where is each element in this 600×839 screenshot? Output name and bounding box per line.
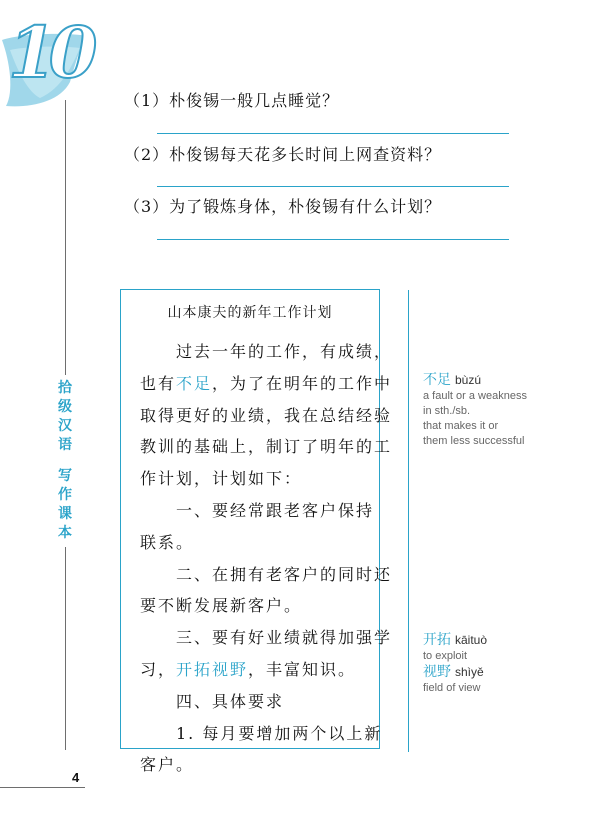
question-1: （1）朴俊锡一般几点睡觉？ bbox=[124, 91, 340, 110]
answer-line-1[interactable] bbox=[157, 133, 509, 134]
article-text: 客户。 bbox=[140, 755, 195, 775]
article-line bbox=[140, 371, 392, 394]
glossary-definition: to exploit bbox=[423, 650, 468, 662]
article-line bbox=[140, 466, 302, 489]
article-text: 一、要经常跟老客户保持 bbox=[140, 501, 375, 520]
side-title-char: 拾 bbox=[58, 380, 72, 396]
article-line bbox=[140, 657, 356, 680]
side-title-char: 级 bbox=[58, 399, 72, 415]
page-footer-rule bbox=[0, 787, 85, 788]
side-title-char: 课 bbox=[58, 506, 72, 522]
article-text: 二、在拥有老客户的同时还 bbox=[140, 564, 393, 584]
glossary-pinyin: bùzú bbox=[455, 373, 482, 387]
side-title-char: 语 bbox=[58, 437, 72, 453]
article-line bbox=[140, 434, 392, 457]
glossary-pinyin: kāituò bbox=[455, 633, 488, 647]
glossary-entry-shiye bbox=[423, 665, 484, 696]
article-text: 教训的基础上，制订了明年的工 bbox=[140, 437, 393, 457]
article-text: 要不断发展新客户。 bbox=[140, 596, 303, 616]
question-3: （3）为了锻炼身体，朴俊锡有什么计划？ bbox=[124, 197, 442, 216]
article-text: 1. 每月要增加两个以上新 bbox=[140, 723, 383, 743]
article-text: 作计划，计划如下： bbox=[140, 469, 303, 489]
article-line bbox=[140, 721, 382, 744]
article-text: 也有 bbox=[140, 373, 177, 393]
glossary-definition: in sth./sb. bbox=[423, 405, 471, 417]
glossary-term: 开拓 bbox=[423, 632, 451, 648]
article-line bbox=[140, 403, 392, 426]
article-line bbox=[140, 752, 194, 775]
page-number: 4 bbox=[72, 770, 80, 785]
article-text: 习， bbox=[140, 660, 177, 679]
glossary-definition: a fault or a weakness bbox=[423, 390, 527, 402]
article-line bbox=[140, 625, 392, 648]
article-text: 取得更好的业绩，我在总结经验 bbox=[140, 405, 393, 425]
glossary-definition: field of view bbox=[423, 682, 481, 694]
article-line bbox=[140, 530, 194, 553]
glossary-divider bbox=[408, 290, 409, 752]
article-text: 四、具体要求 bbox=[140, 691, 285, 711]
side-title-char: 作 bbox=[58, 487, 72, 503]
article-line bbox=[140, 498, 374, 521]
glossary-entry-buzu bbox=[423, 373, 527, 449]
article-line bbox=[140, 593, 302, 616]
side-title-char: 本 bbox=[58, 525, 72, 541]
answer-line-3[interactable] bbox=[157, 239, 509, 240]
article-line bbox=[140, 339, 392, 362]
glossary-entry-kaituo bbox=[423, 633, 487, 664]
glossary-definition: that makes it or bbox=[423, 420, 499, 432]
side-title-char: 写 bbox=[58, 468, 72, 484]
highlighted-vocab: 开拓视野 bbox=[176, 660, 249, 679]
article-line bbox=[140, 562, 392, 585]
glossary-term: 视野 bbox=[423, 664, 451, 680]
article-text: 过去一年的工作，有成绩， bbox=[140, 342, 393, 361]
article-text: ，丰富知识。 bbox=[248, 660, 357, 679]
glossary-definition: them less successful bbox=[423, 435, 525, 447]
glossary-pinyin: shìyě bbox=[455, 665, 484, 679]
answer-line-2[interactable] bbox=[157, 186, 509, 187]
article-text: ，为了在明年的工作中 bbox=[212, 373, 393, 393]
side-title-char: 汉 bbox=[58, 418, 72, 434]
highlighted-vocab: 不足 bbox=[176, 373, 213, 393]
article-text: 三、要有好业绩就得加强学 bbox=[140, 628, 393, 648]
question-2: （2）朴俊锡每天花多长时间上网查资料？ bbox=[124, 145, 442, 164]
side-book-title bbox=[54, 375, 76, 547]
lesson-number: 10 bbox=[8, 11, 90, 94]
article-line bbox=[140, 689, 284, 712]
glossary-term: 不足 bbox=[423, 372, 451, 388]
article-text: 联系。 bbox=[140, 532, 195, 552]
article-title: 山本康夫的新年工作计划 bbox=[167, 305, 333, 321]
